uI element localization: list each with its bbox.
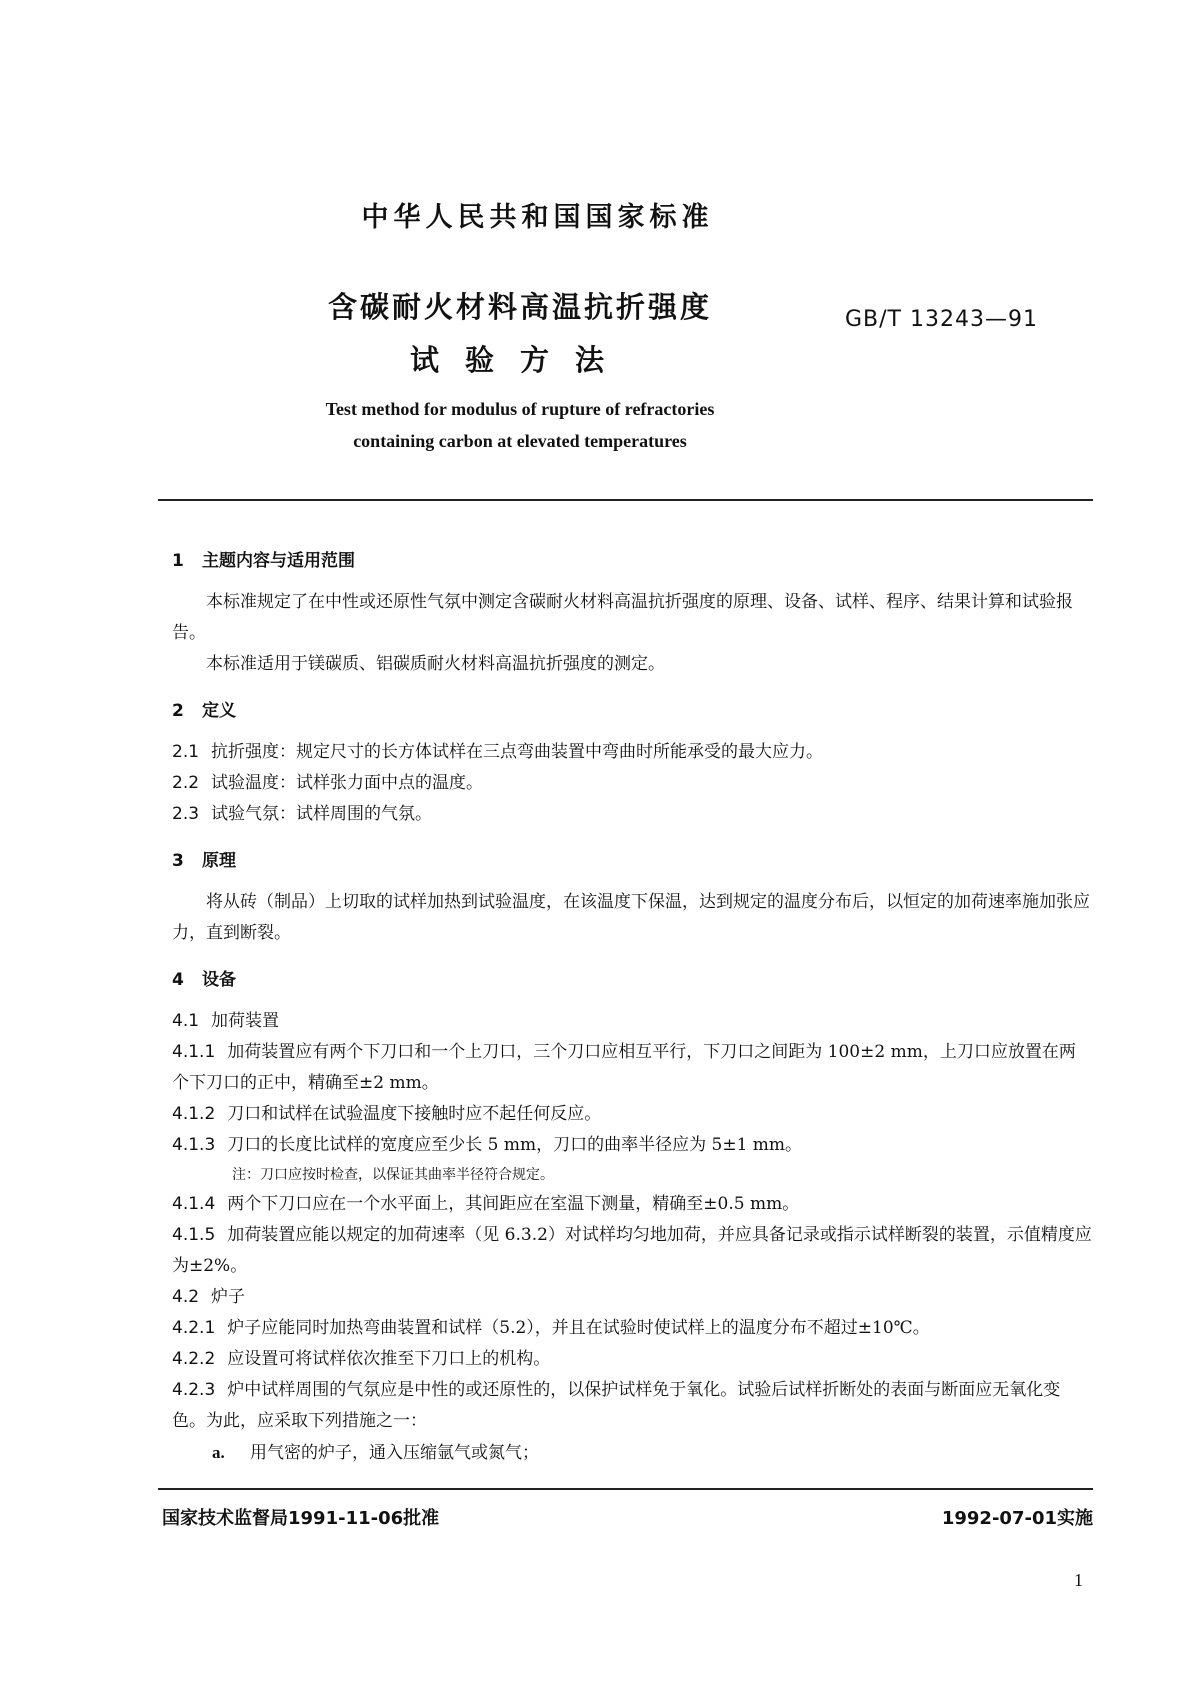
clause-4-2-1	[172, 1313, 1092, 1344]
clause-4-1-4	[172, 1189, 1092, 1220]
note: 注：刀口应按时检查，以保证其曲率半径符合规定。	[232, 1167, 554, 1183]
section-title: 设备	[202, 970, 236, 990]
approval-info: 国家技术监督局1991-11-06批准	[162, 1508, 440, 1529]
section-title: 主题内容与适用范围	[202, 551, 355, 571]
clause-number: 4.1.4	[172, 1194, 216, 1214]
english-title-line-1: Test method for modulus of rupture of refractories	[325, 399, 715, 419]
clause-2-3	[172, 799, 1092, 830]
paragraph: 将从砖（制品）上切取的试样加热到试验温度，在该温度下保温，达到规定的温度分布后，以恒定的加荷速率施加张应力，直到断裂。	[172, 892, 1090, 943]
section-number: 1	[172, 551, 184, 571]
clause-4-1-3	[172, 1130, 1092, 1161]
clause-text: 刀口的长度比试样的宽度应至少长 5 mm，刀口的曲率半径应为 5±1 mm。	[227, 1135, 803, 1155]
clause-number: 4.1	[172, 1011, 200, 1031]
clause-text: 刀口和试样在试验温度下接触时应不起任何反应。	[227, 1104, 602, 1124]
clause-number: 4.2.2	[172, 1349, 216, 1369]
english-title	[0, 393, 1040, 457]
clause-text: 炉子	[211, 1287, 246, 1307]
list-item-text: 用气密的炉子，通入压缩氩气或氮气；	[250, 1443, 539, 1463]
clause-2-1	[172, 737, 1092, 768]
clause-text: 抗折强度：规定尺寸的长方体试样在三点弯曲装置中弯曲时所能承受的最大应力。	[211, 742, 824, 762]
clause-4-2	[172, 1282, 1092, 1313]
clause-4-1-2	[172, 1099, 1092, 1130]
clause-number: 4.1.2	[172, 1104, 216, 1124]
section-number: 4	[172, 970, 184, 990]
paragraph: 本标准适用于镁碳质、铝碳质耐火材料高温抗折强度的测定。	[206, 654, 665, 674]
clause-4-1-5	[172, 1220, 1092, 1282]
clause-number: 2.3	[172, 804, 200, 824]
effective-date: 1992-07-01实施	[941, 1508, 1093, 1529]
clause-4-1	[172, 1006, 1092, 1037]
clause-text: 加荷装置应能以规定的加荷速率（见 6.3.2）对试样均匀地加荷，并应具备记录或指示试样断裂的装置，示值精度应为±2%。	[172, 1225, 1092, 1276]
section-number: 2	[172, 701, 184, 721]
clause-text: 试验温度：试样张力面中点的温度。	[211, 773, 484, 793]
clause-text: 炉中试样周围的气氛应是中性的或还原性的，以保护试样免于氧化。试验后试样折断处的表面与断面应无氧化变色。为此，应采取下列措施之一：	[172, 1380, 1061, 1431]
title-block	[0, 285, 1040, 379]
section-heading-4	[172, 965, 1092, 996]
english-title-line-2: containing carbon at elevated temperatures	[353, 431, 687, 451]
document-body	[172, 540, 1092, 1469]
page-number: 1	[1074, 1570, 1083, 1590]
clause-number: 4.2	[172, 1287, 200, 1307]
clause-2-2	[172, 768, 1092, 799]
clause-text: 加荷装置	[211, 1011, 280, 1031]
clause-number: 2.2	[172, 773, 200, 793]
standard-number: GB/T 13243—91	[845, 307, 1038, 332]
bottom-divider	[158, 1488, 1093, 1490]
clause-number: 2.1	[172, 742, 200, 762]
clause-4-1-1	[172, 1037, 1092, 1099]
clause-text: 炉子应能同时加热弯曲装置和试样（5.2），并且在试验时使试样上的温度分布不超过±10℃。	[227, 1318, 930, 1338]
section-heading-3	[172, 846, 1092, 877]
section-number: 3	[172, 851, 184, 871]
clause-text: 两个下刀口应在一个水平面上，其间距应在室温下测量，精确至±0.5 mm。	[227, 1194, 800, 1214]
section-heading-1	[172, 546, 1092, 577]
national-standard-heading: 中华人民共和国国家标准	[361, 202, 714, 233]
section-title: 原理	[202, 851, 236, 871]
clause-number: 4.2.3	[172, 1380, 216, 1400]
list-marker: a.	[212, 1443, 225, 1462]
clause-number: 4.2.1	[172, 1318, 216, 1338]
section-heading-2	[172, 696, 1092, 727]
clause-number: 4.1.3	[172, 1135, 216, 1155]
clause-4-2-3	[172, 1375, 1092, 1437]
top-divider	[158, 499, 1093, 501]
section-title: 定义	[202, 701, 236, 721]
paragraph: 本标准规定了在中性或还原性气氛中测定含碳耐火材料高温抗折强度的原理、设备、试样、程序、结果计算和试验报告。	[172, 592, 1073, 643]
clause-text: 应设置可将试样依次推至下刀口上的机构。	[227, 1349, 551, 1369]
list-item-a	[212, 1437, 1092, 1469]
clause-number: 4.1.5	[172, 1225, 216, 1245]
title-line-1: 含碳耐火材料高温抗折强度	[327, 290, 712, 324]
clause-number: 4.1.1	[172, 1042, 216, 1062]
clause-4-2-2	[172, 1344, 1092, 1375]
title-line-2: 试验方法	[409, 343, 630, 377]
clause-text: 试验气氛：试样周围的气氛。	[211, 804, 433, 824]
clause-text: 加荷装置应有两个下刀口和一个上刀口，三个刀口应相互平行，下刀口之间距为 100±2 mm，上刀口应放置在两个下刀口的正中，精确至±2 mm。	[172, 1042, 1076, 1093]
